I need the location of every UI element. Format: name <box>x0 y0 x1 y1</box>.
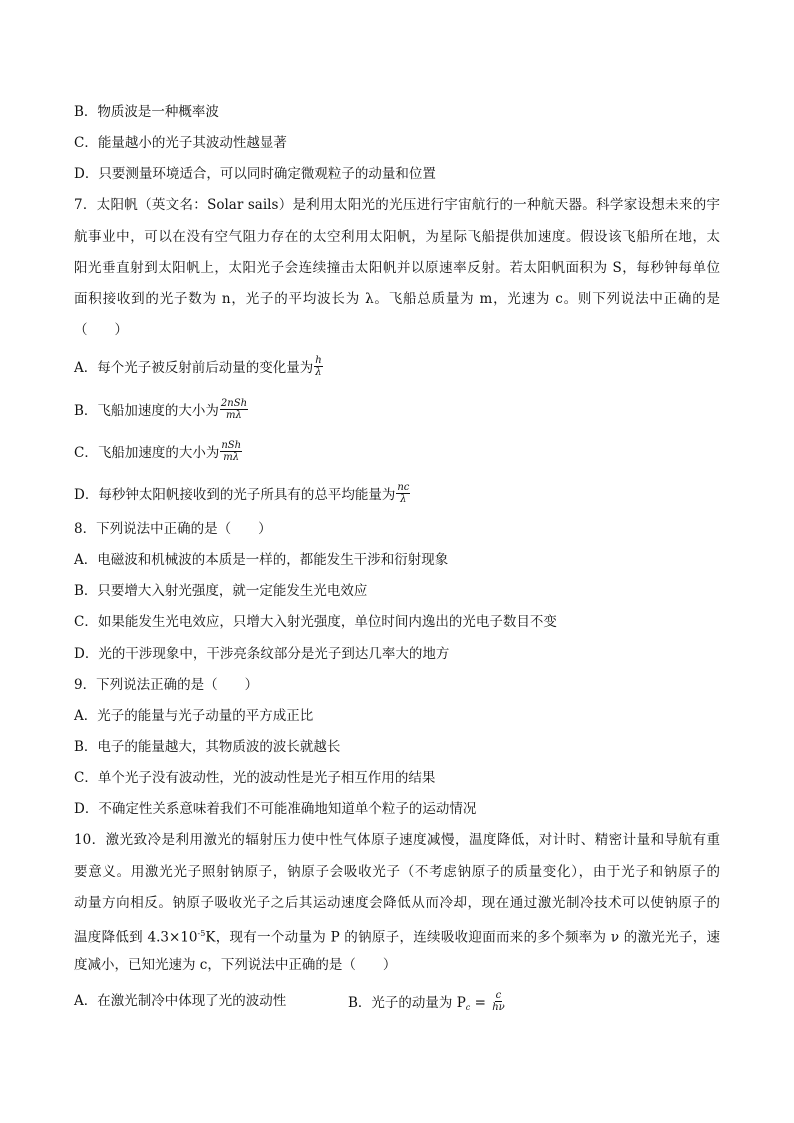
q7-option-c <box>74 442 242 465</box>
q10-option-b-denominator: hν <box>492 1002 505 1013</box>
q7-option-d <box>74 484 410 507</box>
q7-option-a-numerator: h <box>315 355 322 366</box>
q7-option-d-numerator: nc <box>397 482 410 493</box>
q7-stem-line-3: 阳光垂直射到太阳帆上，太阳光子会连续撞击太阳帆并以原速率反射。若太阳帆面积为 S，每秒钟每单位 <box>74 260 720 276</box>
q7-option-a-denominator: λ <box>315 367 322 378</box>
prev-option-d: D．只要测量环境适合，可以同时确定微观粒子的动量和位置 <box>74 166 436 182</box>
q8-option-a: A．电磁波和机械波的本质是一样的，都能发生干涉和衍射现象 <box>74 552 449 568</box>
q10-stem-line-3: 动量方向相反。钠原子吸收光子之后其运动速度会降低从而冷却，现在通过激光制冷技术可以使钠原子的 <box>74 895 720 911</box>
prev-option-c: C．能量越小的光子其波动性越显著 <box>74 135 287 151</box>
q10-option-b-equals: = <box>470 995 486 1011</box>
q8-option-d: D．光的干涉现象中，干涉亮条纹部分是光子到达几率大的地方 <box>74 646 450 662</box>
q7-stem-line-2: 航事业中，可以在没有空气阻力存在的太空利用太阳帆，为星际飞船提供加速度。假设该飞船所在地，太 <box>74 229 720 245</box>
q8-option-b: B．只要增大入射光强度，就一定能发生光电效应 <box>74 583 368 599</box>
q7-stem-line-4: 面积接收到的光子数为 n，光子的平均波长为 λ。飞船总质量为 m，光速为 c。则下列说法中正确的是 <box>74 291 720 307</box>
q8-stem: 8．下列说法中正确的是（ ） <box>74 521 272 537</box>
q7-option-b-fraction <box>220 398 248 421</box>
q9-option-b: B．电子的能量越大，其物质波的波长就越长 <box>74 739 341 755</box>
q9-stem: 9．下列说法正确的是（ ） <box>74 677 259 693</box>
q10-exponent: -5 <box>197 929 206 938</box>
q7-option-a <box>74 357 323 380</box>
q10-stem-line-4 <box>74 925 720 947</box>
q7-option-a-text: A．每个光子被反射前后动量的变化量为 <box>74 360 314 376</box>
q10-stem-line-1: 10．激光致冷是利用激光的辐射压力使中性气体原子速度减慢，温度降低，对计时、精密计量和导航有重 <box>74 832 720 848</box>
q7-option-c-denominator: mλ <box>223 452 240 463</box>
q9-option-a: A．光子的能量与光子动量的平方成正比 <box>74 708 314 724</box>
q7-stem-line-1: 7．太阳帆（英文名：Solar sails）是利用太阳光的光压进行宇宙航行的一种航天器。科学家设想未来的宇 <box>74 197 720 213</box>
q7-option-b <box>74 400 248 423</box>
q9-option-d: D．不确定性关系意味着我们不可能准确地知道单个粒子的运动情况 <box>74 801 477 817</box>
q10-line-4-post: K，现有一个动量为 P 的钠原子，连续吸收迎面而来的多个频率为 ν 的激光光子，速 <box>205 929 720 946</box>
q7-option-d-denominator: λ <box>400 494 407 505</box>
q7-option-c-text: C．飞船加速度的大小为 <box>74 445 220 461</box>
q7-option-a-fraction <box>314 355 322 378</box>
q10-line-4-pre: 温度降低到 4.3×10 <box>74 929 198 946</box>
q8-option-c: C．如果能发生光电效应，只增大入射光强度，单位时间内逸出的光电子数目不变 <box>74 614 557 630</box>
q7-option-b-denominator: mλ <box>226 410 242 421</box>
q7-option-d-text: D．每秒钟太阳帆接收到的光子所具有的总平均能量为 <box>74 487 396 503</box>
q10-option-b <box>348 992 506 1015</box>
q10-option-a: A．在激光制冷中体现了光的波动性 <box>74 993 287 1009</box>
q7-option-c-fraction <box>220 440 242 463</box>
q7-option-b-numerator: 2nSh <box>220 398 248 409</box>
q9-option-c: C．单个光子没有波动性，光的波动性是光子相互作用的结果 <box>74 770 436 786</box>
q10-option-b-text: B．光子的动量为 P <box>348 995 466 1011</box>
q7-option-d-fraction <box>396 482 410 505</box>
q10-stem-line-2: 要意义。用激光光子照射钠原子，钠原子会吸收光子（不考虑钠原子的质量变化），由于光子和钠原子的 <box>74 864 720 880</box>
q7-option-c-numerator: nSh <box>221 440 242 451</box>
q7-option-b-text: B．飞船加速度的大小为 <box>74 403 219 419</box>
q10-option-b-fraction <box>491 990 506 1013</box>
q7-stem-line-5: （ ） <box>74 322 128 338</box>
q10-option-b-numerator: c <box>495 990 502 1001</box>
prev-option-b: B．物质波是一种概率波 <box>74 104 219 120</box>
q10-option-b-subscript: c <box>465 1003 471 1012</box>
q10-stem-line-5: 度减小，已知光速为 c，下列说法中正确的是（ ） <box>74 957 397 973</box>
